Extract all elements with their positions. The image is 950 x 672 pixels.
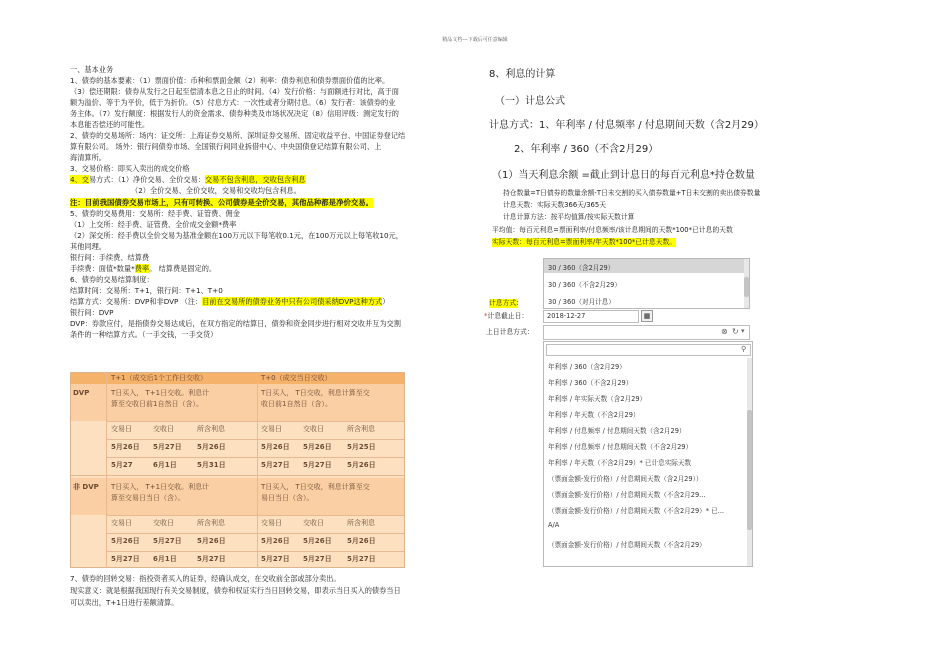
option-item[interactable]: （票面金额-发行价格）/ 付息期间天数（不含2月29） [548, 541, 706, 549]
table-cell: 5月26日 [197, 537, 226, 545]
table-row-nondvp-label: 非 DVP [73, 483, 99, 491]
table-cell: 5月26日 [111, 443, 140, 451]
scrollbar[interactable] [744, 259, 749, 308]
trade-method-highlight: 交易不包含利息，交收包含利息 [204, 175, 306, 184]
settle-line: 银行间：DVP [70, 308, 114, 317]
table-divider [106, 373, 107, 567]
text-line: 务主体。（7）发行额度：根据发行人的资金需求、债券种类及市场状况决定（8）信用评级：测定发行的 [70, 109, 399, 118]
table-cell: 所含利息 [347, 519, 375, 527]
scrollbar-thumb[interactable] [744, 277, 749, 297]
trade-method-line [70, 175, 306, 185]
table-cell: 算至交易日当日（含）。 [111, 494, 185, 502]
table-cell: 5月27日 [303, 461, 332, 469]
formula-line-2: 2、年利率 / 360（不含2月29） [514, 144, 659, 155]
table-cell: T日买入， T+1日交收。利息计 [111, 389, 210, 397]
fee-line: （2）深交所：经手费以全价交易为基准金额在100万元以下每笔收0.1元，在100万元以上每笔收10元， [70, 231, 403, 240]
option-item[interactable]: A/A [548, 521, 560, 529]
calc-date-input[interactable] [543, 310, 639, 323]
fee-prefix: 手续费：面值*数量* [70, 264, 135, 273]
table-cell: 5月31日 [197, 461, 226, 469]
table-divider [106, 439, 404, 440]
table-cell: 5月27日 [111, 555, 140, 563]
table-divider [106, 515, 404, 516]
table-cell: 所含利息 [197, 425, 225, 433]
interest-method-dropdown-list[interactable] [543, 258, 750, 309]
formula-line-1: 计息方式：1、年利率 / 付息频率 / 付息期间天数（含2月29） [489, 120, 764, 131]
note-line: 注：目前我国债券交易市场上，只有可转换、公司债券是全价交易，其他品种都是净价交易。 [70, 198, 374, 207]
trade-method-line-2: （2）全价交易、全价交收，交易和交收均包含利息。 [131, 186, 301, 195]
scrollbar-thumb[interactable] [747, 410, 752, 530]
text-line: 1、债券的基本要素：（1）票面价值：币种和票面金额（2）利率：债券利息和债券票面价值的比率。 [70, 76, 390, 85]
table-cell: 交收日 [303, 425, 324, 433]
small-line: 平均值：每百元利息=票面利率/付息频率/该计息期间的天数*100*已计息的天数 [492, 226, 733, 234]
settle-mode-line [70, 297, 389, 307]
subsection-formula: （一）计息公式 [495, 96, 565, 107]
table-cell: 交易日 [261, 425, 282, 433]
table-row-dvp-label: DVP [73, 389, 90, 397]
table-cell: 5月26日 [303, 537, 332, 545]
settle-line: 结算时间：交易所：T+1，银行间：T+1、T+0 [70, 286, 223, 295]
calc-date-label-text: 计息截止日： [487, 312, 529, 320]
option-item[interactable]: 年利率 / 年实际天数（含2月29） [548, 395, 647, 403]
table-cell: 5月26日 [261, 537, 290, 545]
settlement-table [70, 372, 405, 568]
text-line: 2、债券的交易场所：场内：证交所：上海证券交易所、深圳证券交易所、固定收益平台、中国证券登记结 [70, 131, 406, 140]
small-line: 持仓数量=T日债券的数量余额-T日未交割的买入债券数量+T日未交割的卖出债券数量 [503, 189, 761, 197]
calendar-icon[interactable]: ▦ [641, 310, 653, 322]
table-cell: 5月26日 [111, 537, 140, 545]
option-item[interactable]: （票面金额-发行价格）/ 付息期间天数（不含2月29... [548, 491, 706, 499]
refresh-icon[interactable]: ↻ [732, 327, 739, 336]
chevron-down-icon[interactable]: ▾ [741, 327, 745, 335]
table-cell: 6月1日 [153, 461, 177, 469]
settle-mode-prefix: 结算方式：交易所：DVP和非DVP （注： [70, 297, 203, 306]
table-cell: T日买入， T日交收，利息计算至交 [261, 483, 370, 491]
calc-date-value: 2018-12-27 [547, 312, 586, 320]
small-line: 计息天数：实际天数366天/365天 [503, 201, 607, 209]
fee-line: 银行间：手续费、结算费 [70, 253, 150, 262]
table-cell: 易日当日（含）。 [261, 494, 314, 502]
settle-mode-highlight: 目前在交易所的债券业务中只有公司债采纳DVP这种方式 [202, 297, 383, 306]
table-divider [106, 551, 404, 552]
bottom-line: 7、债券的回转交易：指投资者买入的证券，经确认成交，在交收前全部或部分卖出。 [70, 574, 341, 583]
option-item[interactable]: 年利率 / 年天数（不含2月29）* 已计息实际天数 [548, 459, 692, 467]
table-divider [106, 457, 404, 458]
page-header: 精品文档---下载后可任意编辑 [442, 37, 508, 43]
table-cell: 所含利息 [197, 519, 225, 527]
table-cell: 6月1日 [153, 555, 177, 563]
text-line: 算有限公司。 场外：银行间债券市场、全国银行间同业拆借中心、中央国债登记结算有限公司、上 [70, 142, 382, 151]
fee-highlight: 费率 [134, 264, 150, 273]
search-icon: ⚲ [741, 345, 747, 353]
subsection-balance: （1）当天利息余额 =截止到计息日的每百元利息*持仓数量 [492, 170, 755, 181]
calc-date-label [484, 312, 528, 321]
table-cell: 收日前1自然日（含）。 [261, 400, 332, 408]
settle-line: 条件的一种结算方式。（一手交钱，一手交货） [70, 330, 218, 339]
option-item[interactable]: 年利率 / 360（不含2月29） [548, 379, 633, 387]
dropdown-option[interactable]: 30 / 360（含2月29） [548, 264, 615, 272]
table-cell: 5月26日 [303, 443, 332, 451]
settle-line: DVP：券款应付，是指债券交易达成后，在双方指定的结算日，债券和资金同步进行相对交收并互为交割 [70, 319, 401, 328]
section-interest: 8、利息的计算 [489, 69, 556, 80]
text-line: 额为溢价、等于为平价，低于为折价。（5）付息方式：一次性或者分期付息。（6）发行者：该债券的业 [70, 98, 396, 107]
calc-method-label: 计息方式: [489, 299, 519, 307]
table-cell: 5月27日 [303, 555, 332, 563]
dropdown-option[interactable]: 30 / 360（不含2月29） [548, 281, 621, 289]
option-item[interactable]: 年利率 / 付息频率 / 付息期间天数（不含2月29） [548, 443, 693, 451]
text-line: 3、交易价格：即买入卖出的成交价格 [70, 164, 190, 173]
table-cell: 5月26日 [347, 461, 376, 469]
settle-line: 6、债券的交易结算制度： [70, 275, 154, 284]
table-divider [257, 373, 258, 567]
option-item[interactable]: （票面金额-发行价格）/ 付息期间天数（含2月29）） [548, 475, 703, 483]
fee-formula-line [70, 264, 216, 274]
table-cell: 5月27日 [261, 461, 290, 469]
section-basic: 一、基本业务 [70, 65, 114, 74]
fee-line: （1）上交所：经手费、证管费、全价成交金额*费率 [70, 220, 237, 229]
bottom-line: 现实意义：就是根据我国现行有关交易制度，债券和权证实行当日回转交易，即表示当日买入的债券当日 [70, 586, 401, 595]
table-cell: 交收日 [153, 425, 174, 433]
table-divider [106, 533, 404, 534]
table-cell: T日买入， T日交收，利息计算至交 [261, 389, 370, 397]
table-cell: T日买入， T+1日交收。利息计 [111, 483, 210, 491]
last-method-options-panel[interactable] [543, 341, 753, 567]
table-cell: 5月27日 [261, 555, 290, 563]
table-cell: 5月27 [111, 461, 133, 469]
table-cell: 交收日 [153, 519, 174, 527]
last-date-label: 上日计息方式： [486, 328, 534, 336]
table-col-t0: T+0（成交当日交收） [261, 374, 332, 382]
fee-line: 其他同理。 [70, 242, 106, 251]
option-item[interactable]: 年利率 / 360（含2月29） [548, 363, 626, 371]
table-cell: 5月25日 [347, 443, 376, 451]
trade-method-mid: 易方式：（1）净价交易、全价交 [88, 175, 191, 184]
table-cell: 交易日 [261, 519, 282, 527]
table-cell: 交收日 [303, 519, 324, 527]
table-col-t1: T+1（成交后1个工作日交收） [111, 374, 208, 382]
table-cell: 5月27日 [153, 443, 182, 451]
table-cell: 算至交收日前1自然日（含）。 [111, 400, 203, 408]
bottom-line: 可以卖出，T+1日进行差额清算。 [70, 598, 179, 607]
option-item[interactable]: 年利率 / 付息频率 / 付息期间天数（含2月29） [548, 427, 686, 435]
text-line: （3）偿还期限：债券从发行之日起至偿清本息之日止的时间。（4）发行价格：与面额进行对比，高于面 [70, 87, 399, 96]
table-cell: 交易日 [111, 519, 132, 527]
table-divider [71, 475, 404, 476]
option-item[interactable]: 年利率 / 年天数（不含2月29） [548, 411, 640, 419]
table-cell: 所含利息 [347, 425, 375, 433]
table-cell: 5月26日 [347, 537, 376, 545]
trade-method-prefix: 4、交 [70, 175, 89, 184]
table-cell: 5月27日 [347, 555, 376, 563]
trade-method-tail: 易： [190, 175, 205, 184]
table-cell: 交易日 [111, 425, 132, 433]
scrollbar[interactable] [747, 358, 752, 566]
table-cell: 5月27日 [153, 537, 182, 545]
fee-suffix: 。 结算费是固定的。 [149, 264, 217, 273]
actual-days-line: 实际天数：每百元利息=票面利率/年天数*100*已计息天数。 [492, 238, 677, 246]
fee-line: 5、债券的交易费用：交易所：经手费、证管费、佣金 [70, 209, 240, 218]
text-line: 本息能否偿还的可能性。 [70, 120, 150, 129]
option-item[interactable]: （票面金额-发行价格）/ 付息期间天数（不含2月29）* 已... [548, 507, 725, 515]
table-cell: 5月26日 [197, 443, 226, 451]
small-line: 计息计算方法：按平均值算/按实际天数计算 [503, 213, 635, 221]
dropdown-option[interactable]: 30 / 360（对月计息） [548, 298, 615, 306]
settle-mode-suffix: ） [382, 297, 390, 306]
table-divider [106, 421, 404, 422]
table-cell: 5月26日 [261, 443, 290, 451]
text-line: 海清算所。 [70, 153, 106, 162]
table-cell: 5月27日 [197, 555, 226, 563]
required-marker: * [484, 312, 488, 320]
option-search-input[interactable] [546, 344, 751, 356]
clear-icon[interactable]: ⊗ [721, 327, 728, 336]
last-method-select[interactable] [543, 325, 750, 340]
